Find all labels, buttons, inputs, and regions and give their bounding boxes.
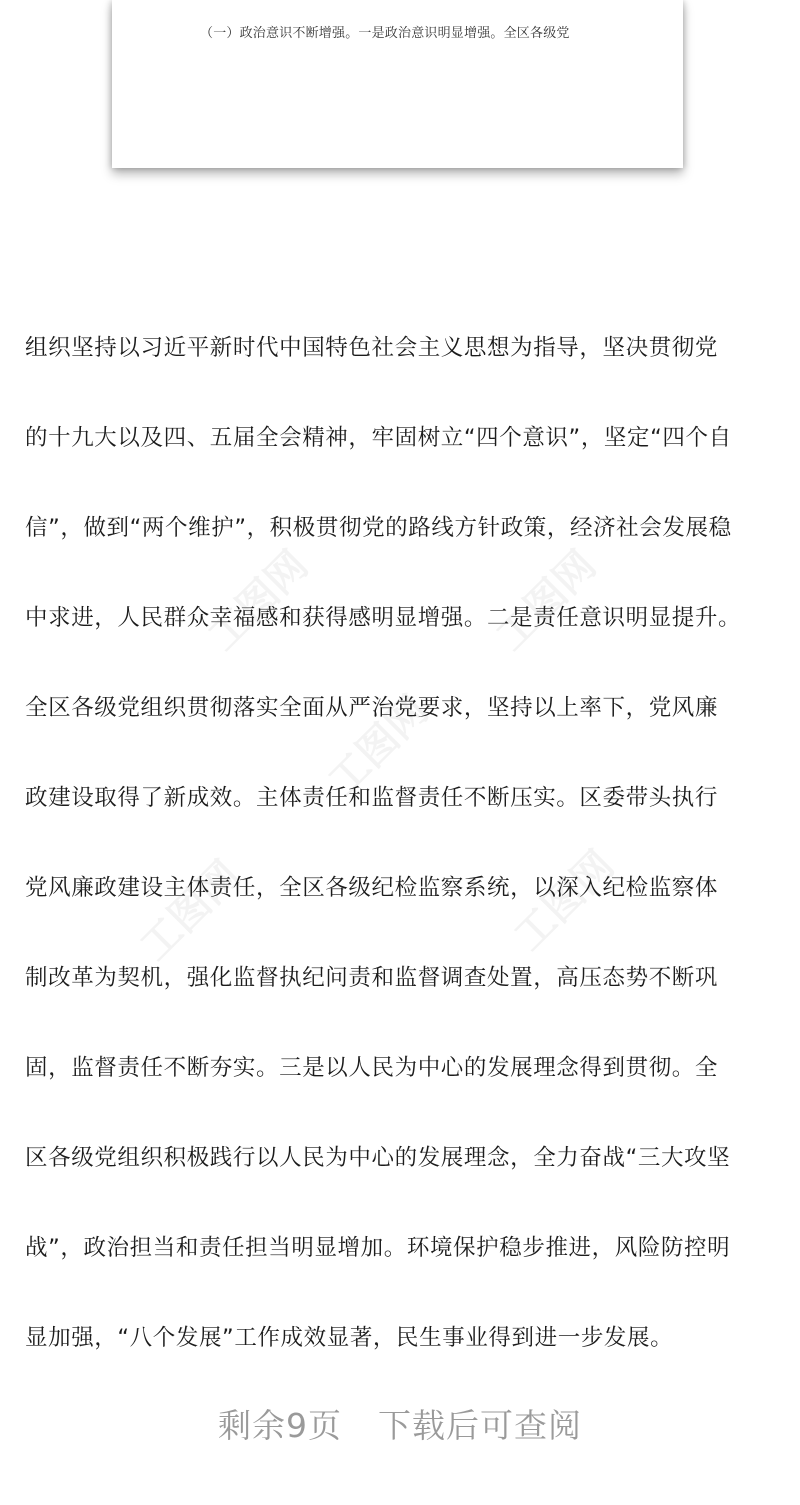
text-line: 组织坚持以习近平新时代中国特色社会主义思想为指导，坚决贯彻党	[25, 335, 719, 361]
watermark-text: 工图网	[199, 542, 318, 660]
remaining-pages-label: 剩余9页	[218, 1406, 342, 1445]
text-line: 的十九大以及四、五届全会精神，牢固树立“四个意识”，坚定“四个自	[25, 425, 732, 451]
download-prompt[interactable]	[0, 1400, 800, 1447]
text-line: 全区各级党组织贯彻落实全面从严治党要求，坚持以上率下，党风廉	[25, 695, 719, 721]
text-line: 制改革为契机，强化监督执纪问责和监督调查处置，高压态势不断巩	[25, 965, 719, 991]
watermark-text: 工图网	[505, 842, 624, 960]
text-line: 战”，政治担当和责任担当明显增加。环境保护稳步推进，风险防控明	[25, 1235, 731, 1261]
text-line: 信”，做到“两个维护”，积极贯彻党的路线方针政策，经济社会发展稳	[25, 515, 732, 541]
watermark-text: 工图网	[319, 687, 438, 805]
text-line: 中求进，人民群众幸福感和获得感明显增强。二是责任意识明显提升。	[25, 605, 742, 631]
download-hint-label: 下载后可查阅	[378, 1406, 582, 1445]
text-line: 政建设取得了新成效。主体责任和监督责任不断压实。区委带头执行	[25, 785, 719, 811]
text-line: 区各级党组织积极践行以人民为中心的发展理念，全力奋战“三大攻坚	[25, 1145, 731, 1171]
text-line: 党风廉政建设主体责任，全区各级纪检监察系统，以深入纪检监察体	[25, 875, 719, 901]
watermark-text: 工图网	[131, 852, 250, 970]
document-preview-card	[112, 0, 683, 168]
text-line: 显加强，“八个发展”工作成效显著，民生事业得到进一步发展。	[25, 1325, 674, 1351]
preview-first-line: （一）政治意识不断增强。一是政治意识明显增强。全区各级党	[200, 26, 570, 41]
document-body	[25, 325, 785, 1405]
watermark-text: 工图网	[487, 542, 606, 660]
text-line: 固，监督责任不断夯实。三是以人民为中心的发展理念得到贯彻。全	[25, 1055, 719, 1081]
